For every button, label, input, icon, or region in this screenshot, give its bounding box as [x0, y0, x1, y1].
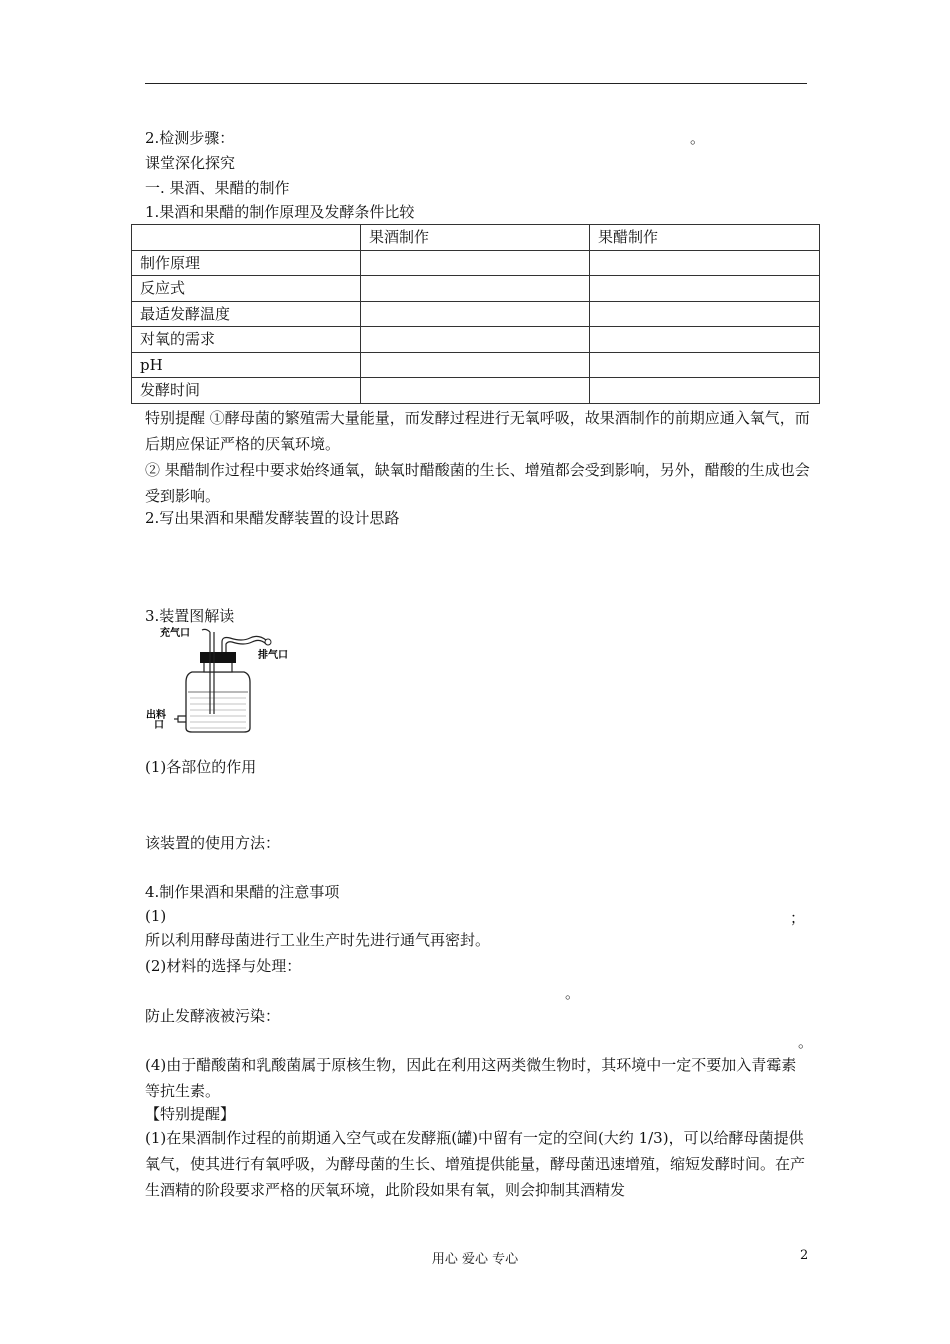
table-cell — [361, 327, 590, 353]
table-row-label: 对氧的需求 — [132, 327, 361, 353]
table-cell — [361, 276, 590, 302]
table-cell — [361, 301, 590, 327]
table-row — [132, 378, 820, 404]
page-number: 2 — [800, 1248, 809, 1263]
table-header-cell: 果醋制作 — [590, 225, 820, 251]
item4-p2-end: 。 — [565, 984, 581, 1002]
footer-motto: 用心 爱心 专心 — [431, 1252, 519, 1267]
fermentation-apparatus-figure — [140, 624, 310, 736]
table-cell — [590, 352, 820, 378]
header-rule — [145, 83, 807, 84]
part1-heading: 一. 果酒、果醋的制作 — [145, 179, 290, 197]
table-cell — [590, 301, 820, 327]
item2-heading: 2.写出果酒和果醋发酵装置的设计思路 — [145, 509, 400, 527]
table-cell — [590, 276, 820, 302]
item4-p1-number: (1) — [145, 907, 167, 925]
table-row-label: 反应式 — [132, 276, 361, 302]
item4-p1-end: ； — [790, 909, 806, 927]
item3-usage: 该装置的使用方法： — [145, 834, 281, 852]
note1-paragraph-2: ② 果醋制作过程中要求始终通氧，缺氧时醋酸菌的生长、增殖都会受到影响，另外，醋酸的生成也会受到影响。 — [145, 461, 810, 505]
note2-title: 【特别提醒】 — [145, 1105, 236, 1123]
note1-paragraph-1: 特别提醒 ①酵母菌的繁殖需大量能量，而发酵过程进行无氧呼吸，故果酒制作的前期应通入氧气，而后期应保证严格的厌氧环境。 — [145, 409, 810, 453]
item4-p2: (2)材料的选择与处理： — [145, 957, 302, 975]
bottle-neck — [204, 662, 232, 672]
item4-p4: (4)由于醋酸菌和乳酸菌属于原核生物，因此在利用这两类微生物时，其环境中一定不要加入青霉素等抗生素。 — [145, 1056, 797, 1100]
outlet-spout — [178, 716, 186, 722]
item1-heading: 1.果酒和果醋的制作原理及发酵条件比较 — [145, 203, 415, 221]
table-row-label: 最适发酵温度 — [132, 301, 361, 327]
table-row-label: 制作原理 — [132, 250, 361, 276]
table-cell — [590, 378, 820, 404]
table-row — [132, 301, 820, 327]
table-header-cell: 果酒制作 — [361, 225, 590, 251]
table-row-label: 发酵时间 — [132, 378, 361, 404]
liquid-hatching — [190, 698, 246, 728]
item4-p3-end: 。 — [798, 1033, 814, 1051]
label-exhaust: 排气口 — [258, 650, 288, 661]
table-cell — [361, 352, 590, 378]
table-row — [132, 327, 820, 353]
detect-steps-end: 。 — [690, 129, 706, 147]
comparison-table — [131, 224, 820, 404]
item3-heading: 3.装置图解读 — [145, 607, 235, 625]
label-outlet-1: 出料 — [146, 710, 166, 721]
bottle-body — [186, 672, 250, 732]
table-cell — [590, 327, 820, 353]
table-row-label: pH — [132, 352, 361, 378]
item4-p3: 防止发酵液被污染： — [145, 1007, 281, 1025]
item4-p1-continuation: 所以利用酵母菌进行工业生产时先进行通气再密封。 — [145, 931, 491, 949]
item3-sub1: (1)各部位的作用 — [145, 758, 257, 776]
table-cell — [590, 250, 820, 276]
table-row — [132, 352, 820, 378]
section-title: 课堂深化探究 — [145, 154, 236, 172]
table-row — [132, 250, 820, 276]
detect-steps-label: 2.检测步骤： — [145, 129, 235, 147]
table-header-row — [132, 225, 820, 251]
table-row — [132, 276, 820, 302]
note2-paragraph-1: (1)在果酒制作过程的前期通入空气或在发酵瓶(罐)中留有一定的空间(大约 1/3)，可以给酵母菌提供氧气，使其进行有氧呼吸，为酵母菌的生长、增殖提供能量，酵母菌迅速增殖，缩短发酵时间。在产生酒精的阶段要求严格的厌氧环境，此阶段如果有氧，则会抑制其酒精发 — [145, 1129, 806, 1199]
label-inlet: 充气口 — [160, 628, 190, 639]
table-cell — [361, 378, 590, 404]
table-header-cell — [132, 225, 361, 251]
label-outlet-2: 口 — [154, 720, 164, 731]
stopper — [200, 652, 236, 663]
item4-heading: 4.制作果酒和果醋的注意事项 — [145, 883, 340, 901]
table-cell — [361, 250, 590, 276]
